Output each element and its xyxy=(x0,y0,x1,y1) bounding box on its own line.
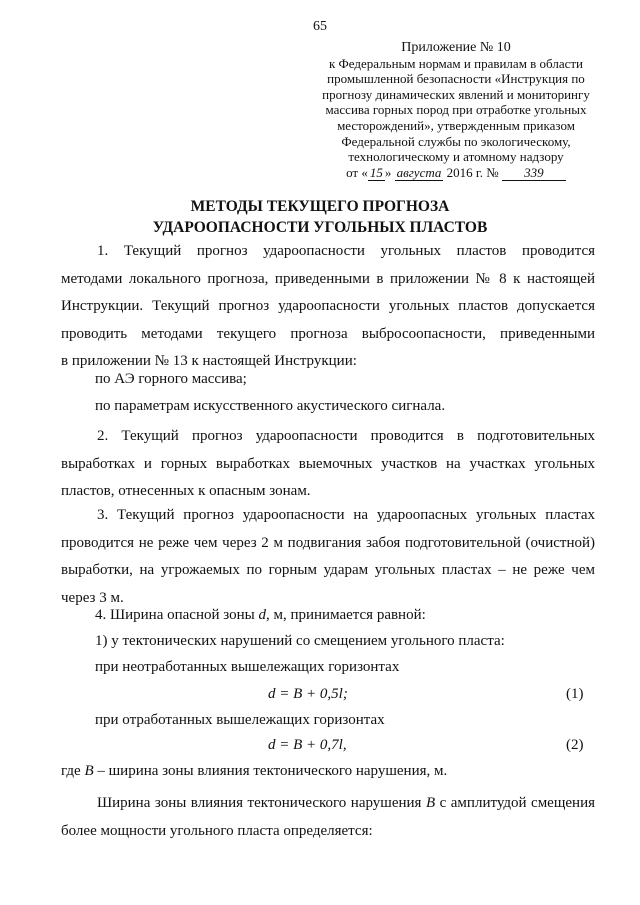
page-number: 65 xyxy=(313,19,327,34)
appendix-line: промышленной безопасности «Инструкция по xyxy=(327,71,585,87)
formula-2: d = B + 0,7l, xyxy=(268,737,347,753)
order-number-handwritten: 339 xyxy=(502,165,566,182)
date-prefix: от « xyxy=(346,164,368,180)
list-item-acoustic: по параметрам искусственного акустического сигнала. xyxy=(95,398,446,414)
paragraph-line: пластов, отнесенных к опасным зонам. xyxy=(61,483,311,499)
paragraph-line: Инструкции. Текущий прогноз удароопасности угольных пластов допускается xyxy=(61,298,595,314)
paragraph-line: 2. Текущий прогноз удароопасности проводится в подготовительных xyxy=(97,428,595,444)
date-year: 2016 г. № xyxy=(446,164,499,180)
paragraph-line: в приложении № 13 к настоящей Инструкции: xyxy=(61,353,357,369)
paragraph-4-1: 1) у тектонических нарушений со смещением угольного пласта: xyxy=(95,633,505,649)
p5-suffix: с амплитудой смещения xyxy=(439,795,596,811)
var-b: B xyxy=(425,795,436,811)
paragraph-line: методами локального прогноза, приведенными в приложении № 8 к настоящей xyxy=(61,270,595,287)
where-suffix: – ширина зоны влияния тектонического нарушения, м. xyxy=(97,763,448,779)
paragraph-line: проводится не реже чем через 2 м подвигания забоя подготовительной (очистной) xyxy=(61,534,595,551)
date-month-handwritten: августа xyxy=(396,164,442,180)
case-worked-horizons: при отработанных вышележащих горизонтах xyxy=(95,712,385,728)
date-day-handwritten: 15 xyxy=(369,164,383,180)
paragraph-line: 3. Текущий прогноз удароопасности на удароопасных угольных пластах xyxy=(97,507,595,523)
appendix-title: Приложение № 10 xyxy=(401,40,511,55)
appendix-line: месторождений», утвержденным приказом xyxy=(337,117,575,133)
paragraph-3 xyxy=(61,502,595,612)
date-mid: » xyxy=(384,164,395,180)
paragraph-line: выработки, на угрожаемых по горным ударам угольных пластах – не реже чем xyxy=(61,562,595,578)
appendix-line: массива горных пород при отработке угольных xyxy=(325,102,587,118)
appendix-line: к Федеральным нормам и правилам в области xyxy=(328,55,584,71)
paragraph-1 xyxy=(61,238,595,376)
appendix-line: прогнозу динамических явлений и мониторингу xyxy=(322,86,590,102)
p4-prefix: 4. Ширина опасной зоны xyxy=(95,607,255,623)
paragraph-5 xyxy=(61,790,595,845)
order-date-line xyxy=(316,165,596,182)
formula-1-number: (1) xyxy=(566,686,584,702)
paragraph-line: 1. Текущий прогноз удароопасности угольных пластов проводится xyxy=(97,243,595,259)
paragraph-line xyxy=(61,790,595,818)
p4-suffix: , м, принимается равной: xyxy=(265,607,426,623)
heading-line-2: УДАРООПАСНОСТИ УГОЛЬНЫХ ПЛАСТОВ xyxy=(152,219,488,236)
var-d: d xyxy=(258,607,266,623)
appendix-line: Федеральной службы по экологическому, xyxy=(341,133,571,149)
paragraph-line: выработках и горных выработках выемочных участков на участках угольных xyxy=(61,455,595,472)
case-unworked-horizons: при неотработанных вышележащих горизонтах xyxy=(95,659,400,675)
paragraph-line: проводить методами текущего прогноза выбросоопасности, приведенными xyxy=(61,325,595,342)
heading-line-1: МЕТОДЫ ТЕКУЩЕГО ПРОГНОЗА xyxy=(190,198,450,215)
p5-prefix: Ширина зоны влияния тектонического нарушения xyxy=(97,795,422,811)
where-clause xyxy=(61,763,447,780)
appendix-line: технологическому и атомному надзору xyxy=(348,149,564,165)
paragraph-line: более мощности угольного пласта определяется: xyxy=(61,822,373,839)
section-heading xyxy=(0,196,640,238)
list-item-ae: по АЭ горного массива; xyxy=(95,371,247,387)
paragraph-4 xyxy=(95,607,426,624)
formula-1: d = B + 0,5l; xyxy=(268,686,348,702)
formula-2-number: (2) xyxy=(566,737,584,753)
var-b: B xyxy=(84,763,94,779)
paragraph-line: через 3 м. xyxy=(61,589,124,606)
paragraph-2 xyxy=(61,423,595,506)
appendix-header xyxy=(316,40,596,181)
where-prefix: где xyxy=(61,763,81,779)
